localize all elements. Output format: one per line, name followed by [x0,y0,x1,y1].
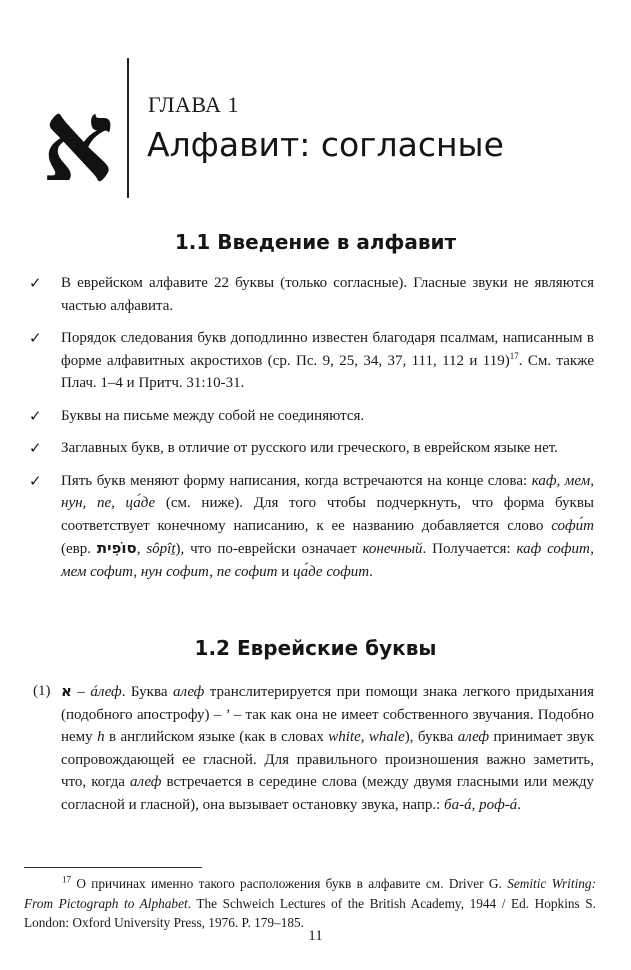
chapter-title: Алфавит: согласные [147,125,504,164]
text-run: Буквы на письме между собой не соединяются. [61,407,365,424]
bullet-text [61,473,594,580]
bullet-item [0,437,594,460]
check-icon: ✓ [29,439,42,457]
footnote-ref: 17 [509,350,519,361]
text-run: . The Schweich Lectures of the British Academy, 1944 / Ed. Hopkins S. London: Oxford University Press, 1976. P. 179–185. [24,895,597,930]
page-number: 11 [308,928,323,944]
text-run: . [517,796,521,813]
italic-term: áлеф [90,684,122,700]
italic-term: h [97,729,105,745]
entry-text [0,680,594,816]
text-run: – [71,684,91,700]
italic-term: конечный [362,541,423,557]
check-icon: ✓ [29,329,42,347]
hebrew-word: א [61,682,72,700]
text-run: Заглавных букв, в отличие от русского или греческого, в еврейском языке нет. [61,440,558,456]
text-run: . Буква [121,684,173,700]
bullet-item [0,405,594,428]
italic-term: алеф [172,684,205,700]
intro-bullet-list [0,272,631,593]
text-run: ), буква [404,729,458,745]
bullet-text [61,330,594,391]
section-heading-letters: 1.2 Еврейские буквы [194,636,437,660]
bullet-item [0,327,594,395]
text-run: (см. ниже). Для того чтобы подчеркнуть, что форма буквы соответствует конечному написанию, к ее названию добавляется слово [61,495,594,534]
text-run: и [277,563,293,580]
section-heading-intro: 1.1 Введение в алфавит [174,230,457,254]
text-run: О причинах именно такого расположения букв в алфавите см. Driver G. [71,876,508,891]
text-run: , [136,541,147,557]
italic-term: ца́де софит [292,563,370,580]
letter-entry [0,680,631,816]
italic-term: алеф [130,774,162,790]
italic-term: каф, мем, нун, пе, ца́де [61,472,594,511]
text-run: в английском языке (как в словах [104,729,329,745]
check-icon: ✓ [29,274,42,292]
footnote-ref: 17 [62,874,71,885]
italic-term: sôpîṯ [146,541,176,557]
check-icon: ✓ [29,471,42,490]
text-run: транслитерируется при помощи знака легкого придыхания (подобного апострофу) – ’ – так как она не имеет собственного звучания. Подобно нему [61,684,595,745]
italic-term: алеф [457,729,490,745]
text-run: . См. также Плач. 1–4 и Притч. 31:10-31. [61,352,594,391]
hebrew-word: סוֹפִית [96,539,137,557]
bullet-text [61,440,558,456]
text-run: . [369,563,373,580]
italic-term: ба-á, роф-á [444,796,518,813]
footnote [24,874,596,933]
text-run: (евр. [61,541,97,557]
entry-number: (1) [33,683,51,699]
text-run: . Получается: [422,541,517,557]
bullet-item [0,272,594,317]
footnote-divider [24,867,202,868]
bullet-item [0,470,594,584]
text-run: встречается в середине слова (между двумя гласными или между согласной и гласной), она вызывает остановку звука, напр.: [61,774,594,813]
chapter-divider [127,58,129,198]
text-run: принимает звук сопровождающей ее гласной. Для правильного произношения важно заметить, что, когда [61,729,595,790]
text-run: Порядок следования букв доподлинно известен благодаря псалмам, написанным в форме алфавитных акростихов (ср. Пс. 9, 25, 34, 37, 111, 112 и 119) [61,330,594,369]
bullet-text [61,275,594,314]
text-run: Пять букв меняют форму написания, когда встречаются на конце слова: [61,472,532,489]
italic-term: Semitic Writing: From Pictograph to Alphabet [24,876,596,911]
italic-term: софи́т [551,517,594,534]
bullet-text [61,408,364,424]
text-run: ), что по-еврейски означает [175,541,363,557]
chapter-letter: א [42,76,114,207]
text-run: В еврейском алфавите 22 буквы (только согласные). Гласные звуки не являются частью алфавита. [61,275,594,314]
chapter-label: ГЛАВА 1 [148,92,240,117]
italic-term: каф софит, мем софит, нун софит, пе софит [61,541,594,580]
italic-term: white, whale [328,729,405,745]
check-icon: ✓ [29,406,42,425]
